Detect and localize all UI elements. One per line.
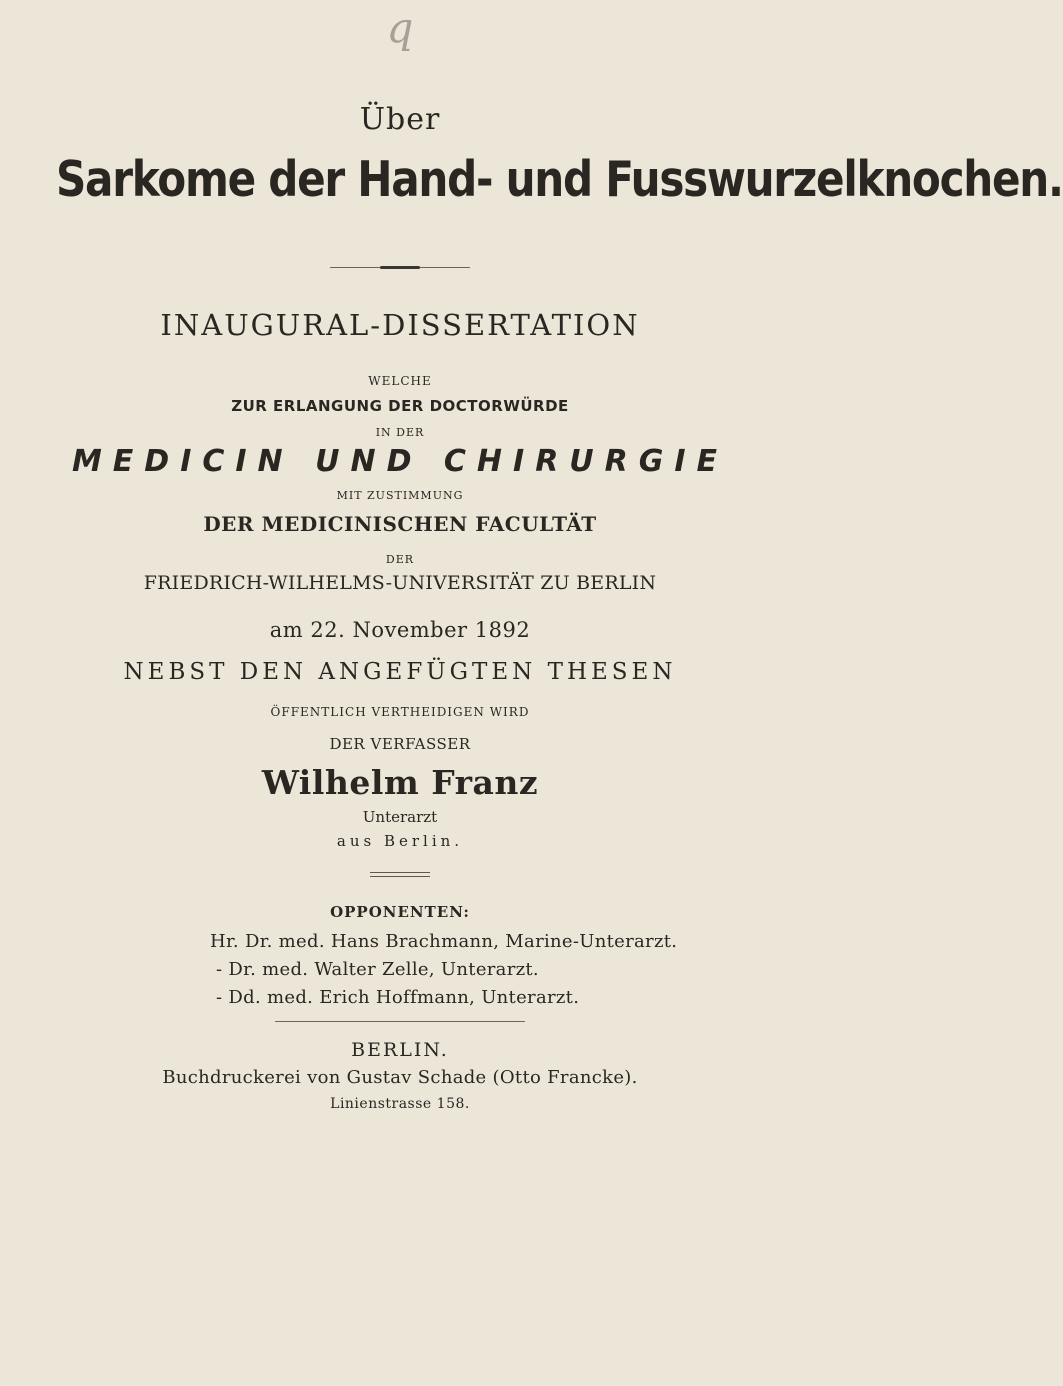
author-origin: aus Berlin. <box>336 832 464 850</box>
imprint-printer: Buchdruckerei von Gustav Schade (Otto Francke). <box>162 1067 638 1088</box>
opponents-heading: OPPONENTEN: <box>330 903 470 921</box>
theses-line: NEBST DEN ANGEFÜGTEN THESEN <box>123 659 677 685</box>
double-rule <box>370 872 430 877</box>
university-line: FRIEDRICH-WILHELMS-UNIVERSITÄT ZU BERLIN <box>143 572 657 594</box>
dissertation-heading: INAUGURAL-DISSERTATION <box>160 308 640 342</box>
opponent-line: - Dd. med. Erich Hoffmann, Unterarzt. <box>210 987 580 1008</box>
in-der-line: IN DER <box>375 426 425 439</box>
pre-title: Über <box>359 102 441 137</box>
imprint-address: Linienstrasse 158. <box>330 1096 470 1112</box>
author-rank: Unterarzt <box>362 808 438 826</box>
opponent-line: - Dr. med. Walter Zelle, Unterarzt. <box>210 959 539 980</box>
welche-line: WELCHE <box>368 374 432 388</box>
consent-line: MIT ZUSTIMMUNG <box>336 489 464 502</box>
der-line: DER <box>385 553 415 566</box>
doctorate-line: ZUR ERLANGUNG DER DOCTORWÜRDE <box>231 397 569 415</box>
faculty-line: DER MEDICINISCHEN FACULTÄT <box>203 512 597 536</box>
imprint-city: BERLIN. <box>351 1039 449 1061</box>
opponent-line: Hr. Dr. med. Hans Brachmann, Marine-Unterarzt. <box>210 931 678 952</box>
decorative-rule <box>330 267 470 268</box>
date-line: am 22. November 1892 <box>269 618 531 642</box>
author-name: Wilhelm Franz <box>261 763 539 802</box>
library-stamp: q <box>386 3 414 52</box>
author-label: DER VERFASSER <box>329 735 471 753</box>
main-title: Sarkome der Hand- und Fusswurzelknochen. <box>56 151 1063 208</box>
defend-line: ÖFFENTLICH VERTHEIDIGEN WIRD <box>270 705 530 719</box>
imprint-rule <box>275 1021 525 1022</box>
field-line: MEDICIN UND CHIRURGIE <box>71 444 729 479</box>
opponents-list <box>210 928 677 1012</box>
